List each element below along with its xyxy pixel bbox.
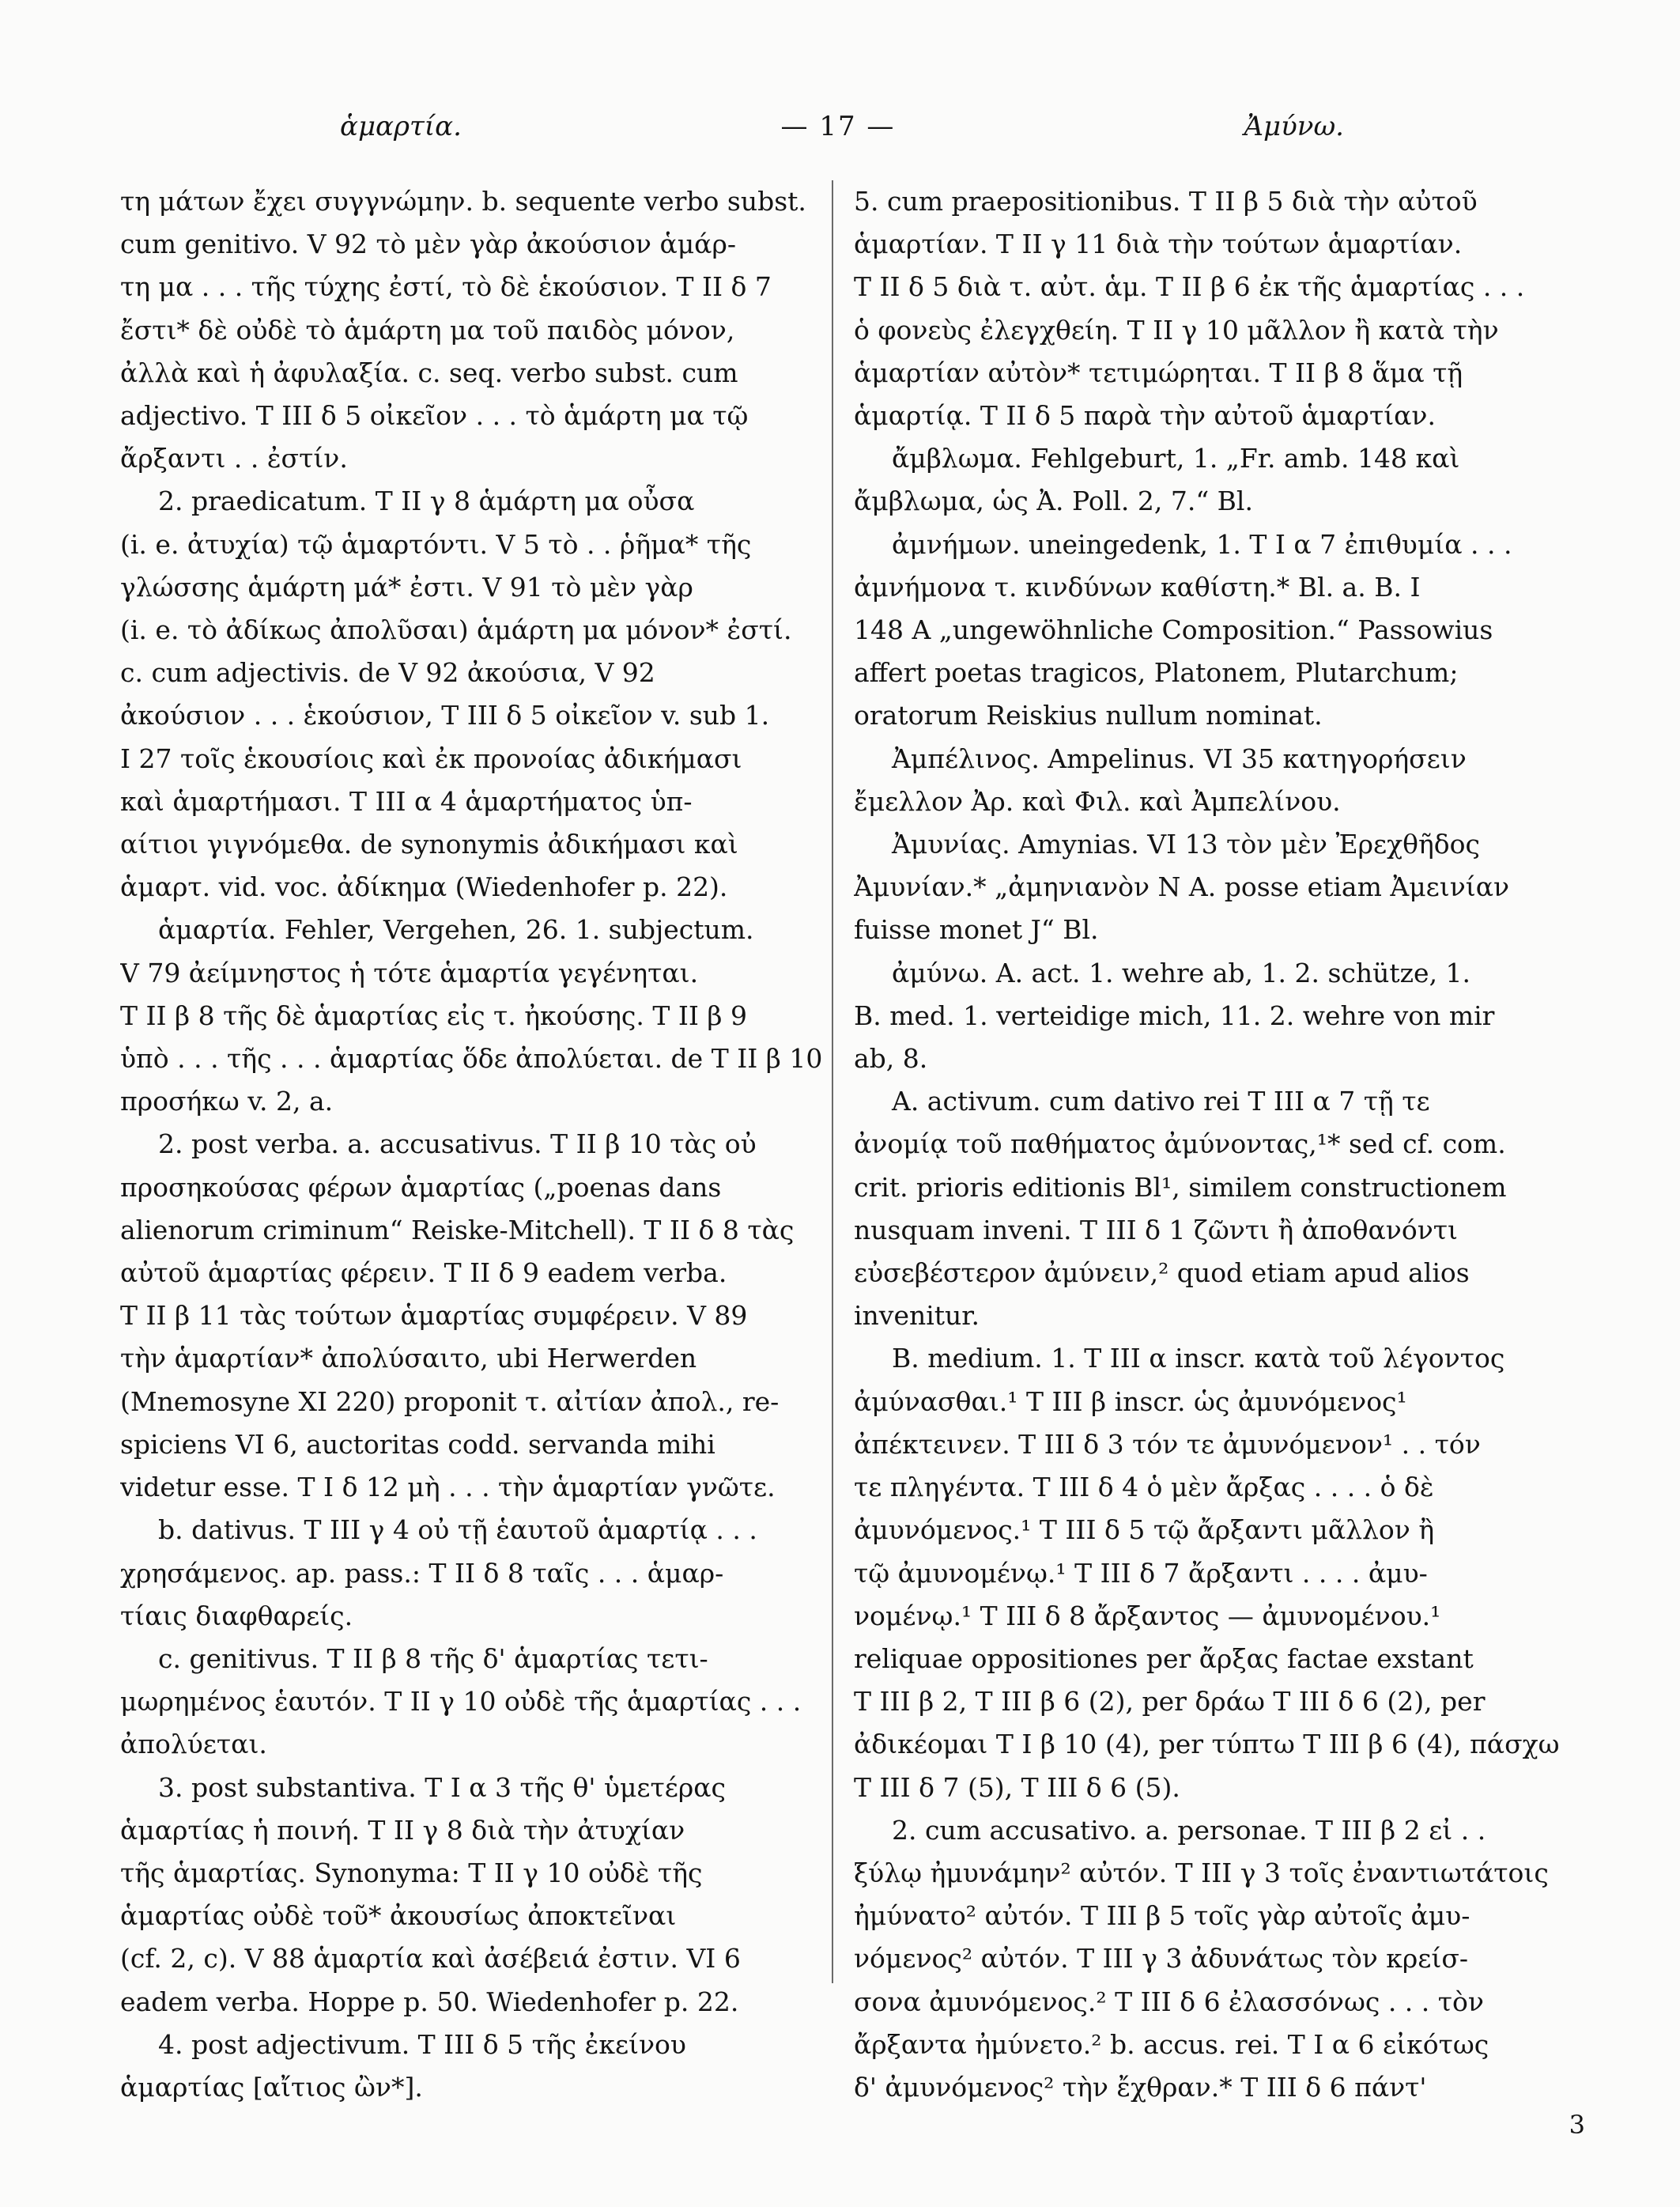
text-line: ἀμνήμονα τ. κινδύνων καθίστη.* Bl. a. B. I (854, 571, 1421, 603)
text-line: ἁμαρτίας ἡ ποινή. T II γ 8 διὰ τὴν ἀτυχίαν (120, 1814, 685, 1846)
page-signature: 3 (1569, 2110, 1585, 2140)
text-line: τη μάτων ἔχει συγγνώμην. b. sequente verbo subst. (120, 186, 806, 217)
text-line: crit. prioris editionis Bl¹, similem constructionem (854, 1171, 1507, 1203)
text-line: B. med. 1. verteidige mich, 11. 2. wehre von mir (854, 1000, 1495, 1031)
text-line: ὁ φονεὺς ἐλεγχθείη. T II γ 10 μᾶλλον ἢ κατὰ τὴν (854, 314, 1499, 346)
text-line: (cf. 2, c). V 88 ἁμαρτία καὶ ἀσέβειά ἐστιν. VI 6 (120, 1943, 741, 1975)
text-line: ἁμαρτ. vid. voc. ἀδίκημα (Wiedenhofer p. 22). (120, 871, 728, 903)
text-line: ἀνομίᾳ τοῦ παθήματος ἀμύνοντας,¹* sed cf. com. (854, 1128, 1506, 1160)
text-line: c. genitivus. T II β 8 τῆς δ' ἁμαρτίας τετι- (158, 1642, 708, 1674)
text-line: μωρημένος ἑαυτόν. T II γ 10 οὐδὲ τῆς ἁμαρτίας . . . (120, 1686, 802, 1718)
text-line: I 27 τοῖς ἑκουσίοις καὶ ἐκ προνοίας ἀδικήμασι (120, 743, 742, 774)
text-line: ἀπέκτεινεν. T III δ 3 τόν τε ἀμυνόμενον¹ . . τόν (854, 1428, 1481, 1460)
text-line: αὐτοῦ ἁμαρτίας φέρειν. T II δ 9 eadem verba. (120, 1257, 727, 1289)
text-line: c. cum adjectivis. de V 92 ἀκούσια, V 92 (120, 657, 655, 689)
text-line: T II β 8 τῆς δὲ ἁμαρτίας εἰς τ. ἠκούσης. T II β 9 (120, 1000, 747, 1031)
text-line: τε πληγέντα. T III δ 4 ὁ μὲν ἄρξας . . . . ὁ δὲ (854, 1472, 1434, 1503)
text-line: V 79 ἀείμνηστος ἡ τότε ἁμαρτία γεγένηται. (120, 957, 699, 988)
text-line: spiciens VI 6, auctoritas codd. servanda mihi (120, 1428, 715, 1460)
text-line: ἁμαρτίας [αἴτιος ὢν*]. (120, 2071, 423, 2103)
text-line: ἄρξαντα ἠμύνετο.² b. accus. rei. T I α 6 εἰκότως (854, 2028, 1489, 2060)
text-line: ἄρξαντι . . ἐστίν. (120, 443, 348, 474)
text-line: ἔστι* δὲ οὐδὲ τὸ ἁμάρτη μα τοῦ παιδὸς μόνον, (120, 314, 735, 346)
text-line: adjectivo. T III δ 5 οἰκεῖον . . . τὸ ἁμάρτη μα τῷ (120, 400, 749, 432)
text-line: oratorum Reiskius nullum nominat. (854, 700, 1323, 731)
text-line: ab, 8. (854, 1043, 928, 1075)
text-line: T II β 11 τὰς τούτων ἁμαρτίας συμφέρειν. V 89 (120, 1300, 748, 1332)
text-line: 4. post adjectivum. T III δ 5 τῆς ἐκείνου (158, 2028, 686, 2060)
text-line: ἀμνήμων. uneingedenk, 1. T I α 7 ἐπιθυμία . . . (892, 528, 1512, 560)
text-line: reliquae oppositiones per ἄρξας factae exstant (854, 1642, 1474, 1674)
text-line: (i. e. ἀτυχία) τῷ ἁμαρτόντι. V 5 τὸ . . ῥῆμα* τῆς (120, 528, 752, 560)
text-line: 2. praedicatum. T II γ 8 ἁμάρτη μα οὖσα (158, 486, 695, 517)
text-line: προσηκούσας φέρων ἁμαρτίας („poenas dans (120, 1171, 722, 1203)
text-line: ὑπὸ . . . τῆς . . . ἁμαρτίας ὅδε ἀπολύεται. de T II β 10 (120, 1043, 823, 1075)
text-line: ἀμυνόμενος.¹ T III δ 5 τῷ ἄρξαντι μᾶλλον ἢ (854, 1514, 1435, 1546)
text-line: ἀλλὰ καὶ ἡ ἀφυλαξία. c. seq. verbo subst. cum (120, 357, 738, 388)
text-line: ἄμβλωμα. Fehlgeburt, 1. „Fr. amb. 148 καὶ (892, 443, 1460, 474)
text-line: (i. e. τὸ ἀδίκως ἀπολῦσαι) ἁμάρτη μα μόνον* ἐστί. (120, 614, 792, 646)
text-line: 148 A „ungewöhnliche Composition.“ Passowius (854, 614, 1493, 646)
text-line: χρησάμενος. ap. pass.: T II δ 8 ταῖς . . . ἁμαρ- (120, 1557, 724, 1589)
text-line: invenitur. (854, 1300, 980, 1332)
text-line: eadem verba. Hoppe p. 50. Wiedenhofer p. 22. (120, 1986, 739, 2017)
text-line: καὶ ἁμαρτήμασι. T III α 4 ἁμαρτήματος ὑπ- (120, 785, 693, 817)
header-page-number: — 17 — (780, 111, 896, 142)
text-line: τη μα . . . τῆς τύχης ἐστί, τὸ δὲ ἑκούσιον. T II δ 7 (120, 271, 772, 303)
text-line: ἀδικέομαι T I β 10 (4), per τύπτω T III β 6 (4), πάσχω (854, 1729, 1560, 1760)
left-column (120, 180, 851, 2109)
text-line: T III β 2, T III β 6 (2), per δράω T III δ 6 (2), per (854, 1686, 1486, 1718)
text-line: nusquam inveni. T III δ 1 ζῶντι ἢ ἀποθανόντι (854, 1214, 1458, 1245)
text-line: 2. post verba. a. accusativus. T II β 10 τὰς οὐ (158, 1128, 757, 1160)
text-line: τίαις διαφθαρείς. (120, 1600, 353, 1631)
text-line: ἁμαρτίᾳ. T II δ 5 παρὰ τὴν αὐτοῦ ἁμαρτίαν. (854, 400, 1436, 432)
text-line: σονα ἀμυνόμενος.² T III δ 6 ἐλασσόνως . . . τὸν (854, 1986, 1484, 2017)
text-line: 5. cum praepositionibus. T II β 5 διὰ τὴν αὐτοῦ (854, 186, 1478, 217)
text-line: νομένῳ.¹ T III δ 8 ἄρξαντος — ἀμυνομένου.¹ (854, 1600, 1441, 1631)
text-line: αίτιοι γιγνόμεθα. de synonymis ἀδικήμασι καὶ (120, 829, 738, 860)
text-line: b. dativus. T III γ 4 οὐ τῇ ἑαυτοῦ ἁμαρτίᾳ . . . (158, 1514, 757, 1546)
text-line: δ' ἀμυνόμενος² τὴν ἔχθραν.* T III δ 6 πάντ' (854, 2071, 1427, 2103)
text-line: τῆς ἁμαρτίας. Synonyma: T II γ 10 οὐδὲ τῆς (120, 1857, 703, 1888)
text-line: Ἀμυνίας. Amynias. VI 13 τὸν μὲν Ἐρεχθῆδος (892, 829, 1480, 860)
text-line: τῷ ἀμυνομένῳ.¹ T III δ 7 ἄρξαντι . . . . ἀμυ- (854, 1557, 1428, 1589)
header-right-keyword: Ἀμύνω. (1244, 111, 1344, 142)
text-line: ἁμαρτίας οὐδὲ τοῦ* ἀκουσίως ἀποκτεῖναι (120, 1900, 677, 1932)
text-line: ἔμελλον Ἀρ. καὶ Φιλ. καὶ Ἀμπελίνου. (854, 785, 1341, 817)
text-line: ἀκούσιον . . . ἑκούσιον, T III δ 5 οἰκεῖον v. sub 1. (120, 700, 770, 731)
text-line: ἀμύνασθαι.¹ T III β inscr. ὡς ἀμυνόμενος¹ (854, 1385, 1407, 1417)
text-line: 2. cum accusativo. a. personae. T III β 2 εἰ . . (892, 1814, 1486, 1846)
text-line: Ἀμυνίαν.* „ἀμηνιανὸν N A. posse etiam Ἀμεινίαν (854, 871, 1510, 903)
text-line: affert poetas tragicos, Platonem, Plutarchum; (854, 657, 1459, 689)
text-line: 3. post substantiva. T I α 3 τῆς θ' ὑμετέρας (158, 1771, 727, 1803)
text-line: ἁμαρτίαν αὐτὸν* τετιμώρηται. T II β 8 ἅμα τῇ (854, 357, 1463, 388)
text-line: ἀμύνω. A. act. 1. wehre ab, 1. 2. schütze, 1. (892, 957, 1471, 988)
text-line: (Mnemosyne XI 220) proponit τ. αἰτίαν ἀπολ., re- (120, 1385, 780, 1417)
text-line: fuisse monet J“ Bl. (854, 914, 1099, 946)
text-line: ἄμβλωμα, ὡς Ἀ. Poll. 2, 7.“ Bl. (854, 486, 1253, 517)
text-line: ἁμαρτίαν. T II γ 11 διὰ τὴν τούτων ἁμαρτίαν. (854, 229, 1463, 260)
text-line: τὴν ἁμαρτίαν* ἀπολύσαιτο, ubi Herwerden (120, 1343, 697, 1374)
text-line: B. medium. 1. T III α inscr. κατὰ τοῦ λέγοντος (892, 1343, 1505, 1374)
text-line: ἁμαρτία. Fehler, Vergehen, 26. 1. subjectum. (158, 914, 754, 946)
text-line: γλώσσης ἁμάρτη μά* ἐστι. V 91 τὸ μὲν γὰρ (120, 571, 693, 603)
text-line: A. activum. cum dativo rei T III α 7 τῇ τε (892, 1086, 1430, 1117)
text-line: ξύλῳ ἠμυνάμην² αὐτόν. T III γ 3 τοῖς ἐναντιωτάτοις (854, 1857, 1549, 1888)
text-line: προσήκω v. 2, a. (120, 1086, 334, 1117)
text-line: alienorum criminum“ Reiske-Mitchell). T II δ 8 τὰς (120, 1214, 795, 1245)
running-header (0, 103, 1680, 150)
text-line: Ἀμπέλινος. Ampelinus. VI 35 κατηγορήσειν (892, 743, 1467, 774)
column-divider (832, 180, 833, 1983)
right-column (854, 180, 1589, 2109)
text-line: videtur esse. T I δ 12 μὴ . . . τὴν ἁμαρτίαν γνῶτε. (120, 1472, 776, 1503)
text-line: ἀπολύεται. (120, 1729, 267, 1760)
text-line: εὐσεβέστερον ἀμύνειν,² quod etiam apud alios (854, 1257, 1470, 1289)
text-line: cum genitivo. V 92 τὸ μὲν γὰρ ἀκούσιον ἁμάρ- (120, 229, 737, 260)
text-line: T II δ 5 διὰ τ. αὐτ. ἁμ. T II β 6 ἐκ τῆς ἁμαρτίας . . . (854, 271, 1525, 303)
header-left-keyword: ἁμαρτία. (340, 111, 462, 142)
text-line: T III δ 7 (5), T III δ 6 (5). (854, 1771, 1180, 1803)
text-line: ἠμύνατο² αὐτόν. T III β 5 τοῖς γὰρ αὐτοῖς ἀμυ- (854, 1900, 1470, 1932)
text-line: νόμενος² αὐτόν. T III γ 3 ἀδυνάτως τὸν κρείσ- (854, 1943, 1469, 1975)
